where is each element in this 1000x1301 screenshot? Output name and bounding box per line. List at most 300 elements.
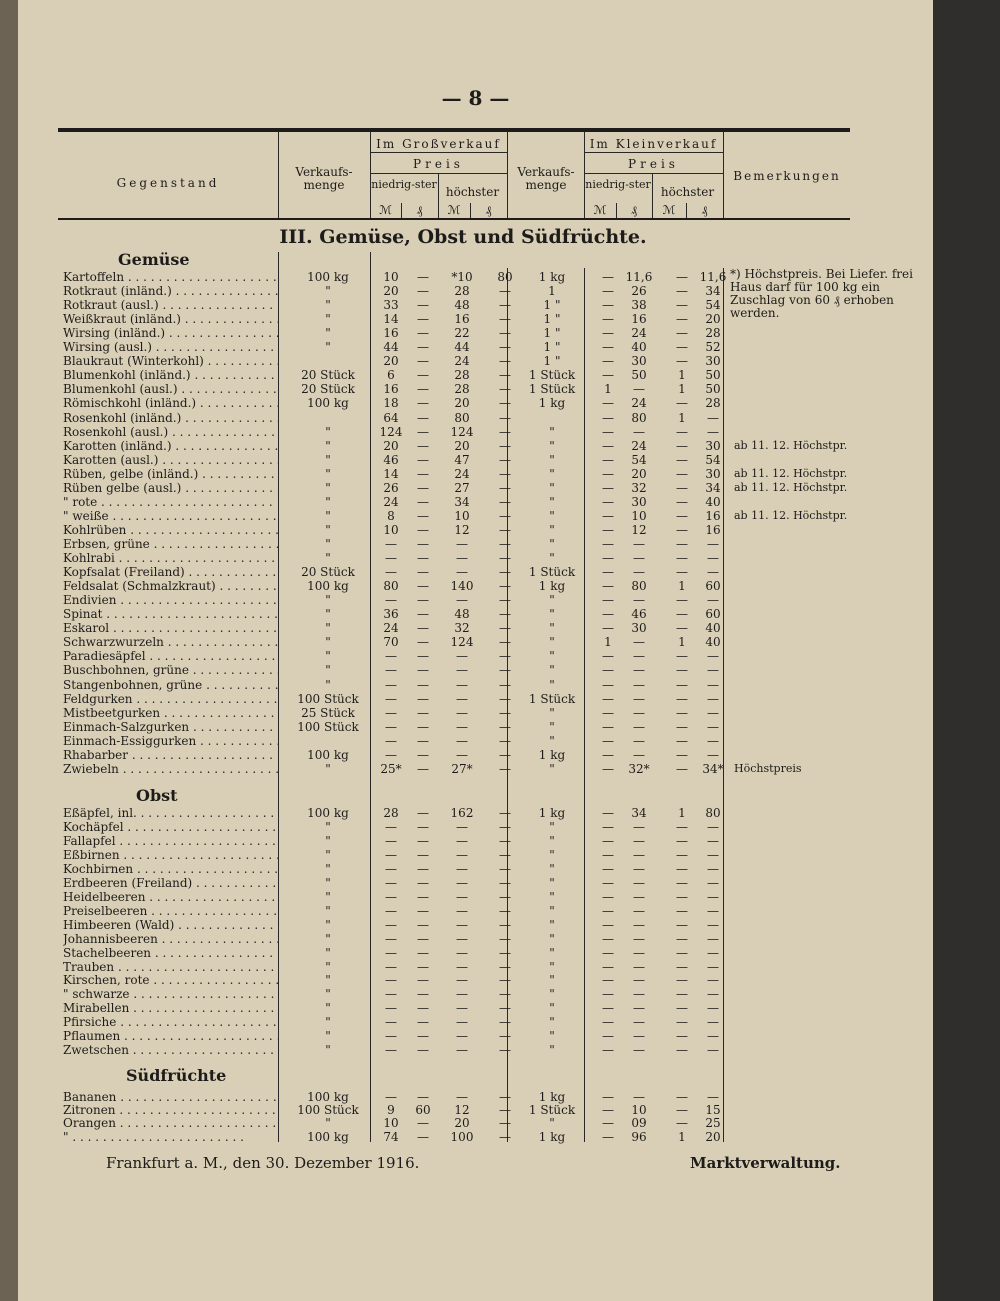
cell-p1: —: [385, 959, 397, 974]
table-row: [18, 523, 933, 537]
cell-p7: —: [676, 340, 688, 355]
cell-p2: —: [417, 480, 429, 495]
cell-q1: ": [325, 326, 331, 341]
table-row: [18, 495, 933, 509]
cell-name: Kopfsalat (Freiland) . . .: [63, 565, 278, 579]
cell-p5: —: [602, 1103, 614, 1118]
cell-p3: 32: [454, 621, 470, 636]
cell-p5: —: [602, 1029, 614, 1044]
cell-p6: —: [633, 847, 645, 862]
cell-q1: 100 kg: [307, 396, 349, 411]
cell-p7: 1: [678, 368, 686, 383]
cell-name: Endivien . . .: [63, 593, 278, 607]
cell-q2: 1 kg: [538, 270, 566, 284]
cell-p7: —: [676, 649, 688, 664]
cell-name: Mirabellen . . .: [63, 1001, 278, 1015]
cell-p5: —: [602, 733, 614, 748]
cell-name: " schwarze . . .: [63, 987, 278, 1001]
cell-q2: ": [549, 945, 555, 960]
cell-p5: —: [602, 833, 614, 848]
cell-p8: 40: [705, 621, 721, 636]
cell-p4: —: [499, 565, 511, 579]
cell-p7: —: [676, 663, 688, 678]
cell-p3: —: [456, 565, 468, 579]
cell-p3: —: [456, 903, 468, 918]
header-mark: ℳ: [593, 203, 607, 217]
cell-p4: —: [499, 494, 511, 509]
cell-q1: 20 Stück: [301, 565, 355, 579]
cell-q2: ": [549, 959, 555, 974]
remark-kartoffeln: *) Höchstpreis. Bei Liefer. frei Haus darf für 100 kg ein Zuschlag von 60 ₰ erhoben werden.: [730, 267, 913, 320]
category-gemuese: Gemüse: [118, 250, 190, 269]
cell-p8: —: [707, 1029, 719, 1044]
cell-p5: —: [602, 973, 614, 988]
cell-q1: ": [325, 312, 331, 327]
cell-p1: —: [385, 861, 397, 876]
table-row: [18, 284, 933, 298]
cell-q1: ": [325, 1043, 331, 1058]
cell-q1: 100 kg: [307, 270, 349, 284]
cell-p2: —: [417, 820, 429, 834]
cell-p3: 34: [454, 494, 470, 509]
header-pfennig: ₰: [416, 203, 423, 217]
cell-p7: —: [676, 917, 688, 932]
cell-p4: —: [499, 733, 511, 748]
cell-p2: —: [417, 931, 429, 946]
cell-p1: 8: [387, 508, 395, 523]
cell-p7: —: [676, 833, 688, 848]
cell-q1: ": [325, 889, 331, 904]
cell-p2: —: [417, 806, 429, 820]
cell-name: " . . .: [63, 1130, 278, 1144]
cell-p8: —: [707, 889, 719, 904]
cell-q1: ": [325, 522, 331, 537]
table-row: [18, 904, 933, 918]
cell-p1: 10: [383, 270, 399, 284]
cell-p6: 96: [631, 1129, 647, 1144]
cell-p2: —: [417, 733, 429, 748]
cell-p2: —: [417, 875, 429, 890]
table-row: [18, 973, 933, 987]
cell-q1: ": [325, 677, 331, 692]
cell-p6: —: [633, 1029, 645, 1044]
cell-rem: ab 11. 12. Höchstpr.: [734, 508, 848, 522]
cell-name: Heidelbeeren . . .: [63, 890, 278, 904]
cell-q2: ": [549, 677, 555, 692]
cell-q1: ": [325, 1116, 331, 1131]
header-verkaufsmenge: Verkaufs-menge: [517, 165, 575, 192]
cell-name: Kartoffeln . . .: [63, 270, 278, 284]
cell-p3: 12: [454, 1103, 470, 1118]
cell-p8: 60: [705, 579, 721, 594]
cell-p4: —: [499, 438, 511, 453]
cell-p2: —: [417, 396, 429, 411]
cell-q2: ": [549, 621, 555, 636]
cell-p7: —: [676, 551, 688, 565]
table-row: [18, 298, 933, 312]
cell-p2: —: [417, 973, 429, 988]
cell-p5: —: [602, 1129, 614, 1144]
cell-p7: —: [676, 565, 688, 579]
cell-p5: —: [602, 1043, 614, 1058]
cell-p4: —: [499, 945, 511, 960]
table-row: [18, 537, 933, 551]
cell-p2: —: [417, 340, 429, 355]
cell-p7: —: [676, 691, 688, 706]
cell-q2: ": [549, 424, 555, 439]
cell-name: Kohlrüben . . .: [63, 523, 278, 537]
cell-name: Schwarzwurzeln . . .: [63, 635, 278, 649]
cell-p7: —: [676, 903, 688, 918]
cell-p2: —: [417, 1043, 429, 1058]
cell-p4: —: [499, 522, 511, 537]
cell-p6: —: [633, 1015, 645, 1030]
cell-q1: ": [325, 284, 331, 299]
cell-q2: 1 Stück: [528, 382, 576, 397]
category-obst: Obst: [136, 786, 178, 805]
cell-name: Kochäpfel . . .: [63, 820, 278, 834]
cell-q2: ": [549, 861, 555, 876]
cell-p1: —: [385, 875, 397, 890]
cell-q2: 1 ": [543, 312, 561, 327]
cell-p4: —: [499, 806, 511, 820]
cell-p6: —: [633, 917, 645, 932]
cell-p6: —: [633, 565, 645, 579]
cell-p1: —: [385, 691, 397, 706]
cell-p2: —: [417, 1029, 429, 1044]
table-row: [18, 621, 933, 635]
cell-p4: —: [499, 677, 511, 692]
cell-name: Karotten (ausl.) . . .: [63, 453, 278, 467]
cell-q2: ": [549, 551, 555, 565]
cell-p8: —: [707, 1043, 719, 1058]
cell-p1: —: [385, 987, 397, 1002]
cell-q1: ": [325, 903, 331, 918]
cell-p5: —: [602, 466, 614, 481]
cell-p3: —: [456, 677, 468, 692]
header-pfennig: ₰: [485, 203, 492, 217]
cell-p4: —: [499, 284, 511, 299]
cell-p7: 1: [678, 579, 686, 594]
cell-p2: —: [417, 1116, 429, 1131]
table-row: [18, 312, 933, 326]
cell-p2: —: [417, 368, 429, 383]
cell-p7: —: [676, 761, 688, 776]
cell-name: Trauben . . .: [63, 960, 278, 974]
cell-q1: ": [325, 424, 331, 439]
cell-p8: —: [707, 973, 719, 988]
cell-name: Rüben, gelbe (inländ.) . . .: [63, 467, 278, 481]
cell-p7: —: [676, 987, 688, 1002]
header-kleinverkauf: Im Kleinverkauf: [589, 137, 718, 151]
cell-p7: —: [676, 889, 688, 904]
cell-p1: 24: [383, 621, 399, 636]
cell-p7: —: [676, 861, 688, 876]
cell-p7: —: [676, 621, 688, 636]
cell-name: Eskarol . . .: [63, 621, 278, 635]
cell-name: Einmach-Salzgurken . . .: [63, 720, 278, 734]
cell-p6: —: [633, 593, 645, 608]
cell-name: Preiselbeeren . . .: [63, 904, 278, 918]
cell-p3: —: [456, 973, 468, 988]
cell-name: Rotkraut (ausl.) . . .: [63, 298, 278, 312]
cell-p1: —: [385, 1029, 397, 1044]
cell-p3: —: [456, 1043, 468, 1058]
cell-p6: —: [633, 635, 645, 650]
cell-p3: 22: [454, 326, 470, 341]
cell-p1: 24: [383, 494, 399, 509]
cell-name: Feldsalat (Schmalzkraut) . . .: [63, 579, 278, 593]
cell-p3: 48: [454, 298, 470, 313]
header-verkaufsmenge: Verkaufs-menge: [295, 165, 353, 192]
table-row: [18, 368, 933, 382]
cell-p7: —: [676, 522, 688, 537]
header-preis: Preis: [628, 157, 679, 171]
cell-p3: 16: [454, 312, 470, 327]
table-row: [18, 748, 933, 762]
cell-p4: —: [499, 480, 511, 495]
cell-q2: 1 kg: [538, 1129, 566, 1144]
cell-p2: —: [417, 959, 429, 974]
cell-p8: —: [707, 705, 719, 720]
cell-p6: —: [633, 959, 645, 974]
cell-p1: —: [385, 889, 397, 904]
cell-name: Kohlrabi . . .: [63, 551, 278, 565]
cell-p1: 28: [383, 806, 399, 820]
cell-p7: —: [676, 1090, 688, 1104]
cell-p3: —: [456, 593, 468, 608]
cell-p5: —: [602, 959, 614, 974]
cell-p3: —: [456, 1029, 468, 1044]
cell-name: Erdbeeren (Freiland) . . .: [63, 876, 278, 890]
table-row: [18, 1029, 933, 1043]
cell-q2: ": [549, 494, 555, 509]
cell-p1: —: [385, 705, 397, 720]
cell-p3: —: [456, 1001, 468, 1016]
cell-q2: ": [549, 480, 555, 495]
cell-p8: 30: [705, 438, 721, 453]
cell-q2: ": [549, 1015, 555, 1030]
cell-p4: —: [499, 875, 511, 890]
page-number: — 8 —: [441, 86, 510, 110]
cell-p8: 25: [705, 1116, 721, 1131]
cell-p7: —: [676, 326, 688, 341]
cell-p8: 16: [705, 522, 721, 537]
cell-p7: —: [676, 1103, 688, 1118]
header-divider: [370, 152, 507, 153]
cell-name: Einmach-Essiggurken . . .: [63, 734, 278, 748]
cell-p6: 40: [631, 340, 647, 355]
cell-p6: —: [633, 987, 645, 1002]
cell-p8: —: [707, 847, 719, 862]
cell-p7: —: [676, 959, 688, 974]
cell-p2: —: [417, 847, 429, 862]
cell-p6: —: [633, 382, 645, 397]
table-row: [18, 396, 933, 410]
cell-p6: —: [633, 691, 645, 706]
cell-p4: —: [499, 382, 511, 397]
cell-p8: —: [707, 959, 719, 974]
cell-p8: —: [707, 719, 719, 734]
cell-p6: —: [633, 677, 645, 692]
cell-p4: —: [499, 747, 511, 762]
cell-p8: 50: [705, 368, 721, 383]
cell-p1: 64: [383, 410, 399, 425]
cell-p4: —: [499, 691, 511, 706]
cell-q2: 1 Stück: [528, 1103, 576, 1118]
cell-p6: 80: [631, 410, 647, 425]
cell-p6: —: [633, 663, 645, 678]
cell-p8: 52: [705, 340, 721, 355]
cell-q1: ": [325, 761, 331, 776]
cell-q2: ": [549, 903, 555, 918]
cell-p8: 20: [705, 312, 721, 327]
cell-p4: —: [499, 410, 511, 425]
cell-p5: —: [602, 806, 614, 820]
cell-name: Fallapfel . . .: [63, 834, 278, 848]
cell-p6: —: [633, 945, 645, 960]
cell-p8: 16: [705, 508, 721, 523]
cell-p7: —: [676, 354, 688, 369]
cell-q1: 20 Stück: [301, 368, 355, 383]
cell-q1: ": [325, 987, 331, 1002]
cell-name: Johannisbeeren . . .: [63, 932, 278, 946]
cell-p4: —: [499, 424, 511, 439]
cell-q1: 100 kg: [307, 1090, 349, 1104]
cell-p3: —: [456, 537, 468, 551]
cell-p5: —: [602, 312, 614, 327]
cell-p7: —: [676, 973, 688, 988]
table-row: [18, 411, 933, 425]
table-row: [18, 354, 933, 368]
cell-q2: 1 kg: [538, 747, 566, 762]
cell-q1: ": [325, 480, 331, 495]
cell-p5: —: [602, 861, 614, 876]
cell-p6: 32: [631, 480, 647, 495]
cell-q1: ": [325, 635, 331, 650]
cell-p2: —: [417, 987, 429, 1002]
cell-p8: —: [707, 593, 719, 608]
cell-p6: 32*: [628, 761, 650, 776]
table-row: [18, 1130, 933, 1144]
cell-p4: —: [499, 1043, 511, 1058]
cell-p1: 46: [383, 452, 399, 467]
table-row: [18, 565, 933, 579]
cell-p4: —: [499, 298, 511, 313]
cell-p5: —: [602, 705, 614, 720]
cell-p3: 162: [450, 806, 474, 820]
cell-name: Blumenkohl (inländ.) . . .: [63, 368, 278, 382]
cell-q2: 1 kg: [538, 396, 566, 411]
cell-p5: —: [602, 931, 614, 946]
header-gegenstand: Gegenstand: [116, 176, 220, 190]
cell-p3: —: [456, 847, 468, 862]
cell-p1: —: [385, 565, 397, 579]
cell-name: " weiße . . .: [63, 509, 278, 523]
cell-p7: —: [676, 677, 688, 692]
cell-p3: —: [456, 1090, 468, 1104]
cell-q2: ": [549, 663, 555, 678]
cell-q2: ": [549, 847, 555, 862]
cell-p7: —: [676, 438, 688, 453]
cell-p6: 50: [631, 368, 647, 383]
cell-p5: —: [602, 284, 614, 299]
cell-p7: —: [676, 480, 688, 495]
cell-p2: —: [417, 903, 429, 918]
cell-p2: —: [417, 861, 429, 876]
cell-q2: ": [549, 466, 555, 481]
cell-q1: 100 kg: [307, 1129, 349, 1144]
cell-p4: —: [499, 635, 511, 650]
cell-p5: —: [602, 820, 614, 834]
section-title: III. Gemüse, Obst und Südfrüchte.: [279, 226, 647, 248]
cell-p4: —: [499, 917, 511, 932]
cell-p1: 9: [387, 1103, 395, 1118]
cell-p2: —: [417, 551, 429, 565]
table-row: [18, 509, 933, 523]
cell-p5: —: [602, 747, 614, 762]
cell-p1: 70: [383, 635, 399, 650]
signature: Marktverwaltung.: [690, 1154, 841, 1172]
cell-p5: —: [602, 537, 614, 551]
cell-p3: 100: [450, 1129, 474, 1144]
cell-p3: 24: [454, 466, 470, 481]
table-row: [18, 762, 933, 776]
cell-p3: *10: [451, 270, 473, 284]
table-row: [18, 593, 933, 607]
cell-p4: —: [499, 1103, 511, 1118]
cell-q1: ": [325, 298, 331, 313]
cell-p3: 47: [454, 452, 470, 467]
cell-p7: —: [676, 593, 688, 608]
table-row: [18, 1015, 933, 1029]
cell-p2: —: [417, 945, 429, 960]
cell-p5: —: [602, 1001, 614, 1016]
cell-p8: —: [707, 551, 719, 565]
cell-q1: ": [325, 973, 331, 988]
cell-p6: 46: [631, 607, 647, 622]
cell-p6: 38: [631, 298, 647, 313]
cell-q2: ": [549, 508, 555, 523]
cell-p4: —: [499, 847, 511, 862]
cell-p4: —: [499, 326, 511, 341]
cell-p7: —: [676, 312, 688, 327]
cell-p6: 16: [631, 312, 647, 327]
cell-name: Blumenkohl (ausl.) . . .: [63, 382, 278, 396]
cell-name: Römischkohl (inländ.) . . .: [63, 396, 278, 410]
cell-p5: —: [602, 917, 614, 932]
cell-p6: 12: [631, 522, 647, 537]
header-grossverkauf: Im Großverkauf: [376, 137, 501, 151]
cell-p1: 124: [379, 424, 403, 439]
cell-p2: —: [417, 677, 429, 692]
cell-q2: 1: [548, 284, 556, 299]
cell-q2: ": [549, 833, 555, 848]
cell-p2: —: [417, 1129, 429, 1144]
cell-q2: ": [549, 719, 555, 734]
document-page: [18, 0, 933, 1301]
cell-q1: 100 Stück: [297, 719, 359, 734]
cell-q2: ": [549, 635, 555, 650]
cell-p6: —: [633, 747, 645, 762]
cell-p3: —: [456, 987, 468, 1002]
cell-p6: 80: [631, 579, 647, 594]
cell-p7: —: [676, 1001, 688, 1016]
cell-p2: —: [417, 607, 429, 622]
cell-p5: —: [602, 410, 614, 425]
header-niedrigster: niedrig-ster: [371, 178, 437, 191]
cell-q2: ": [549, 987, 555, 1002]
